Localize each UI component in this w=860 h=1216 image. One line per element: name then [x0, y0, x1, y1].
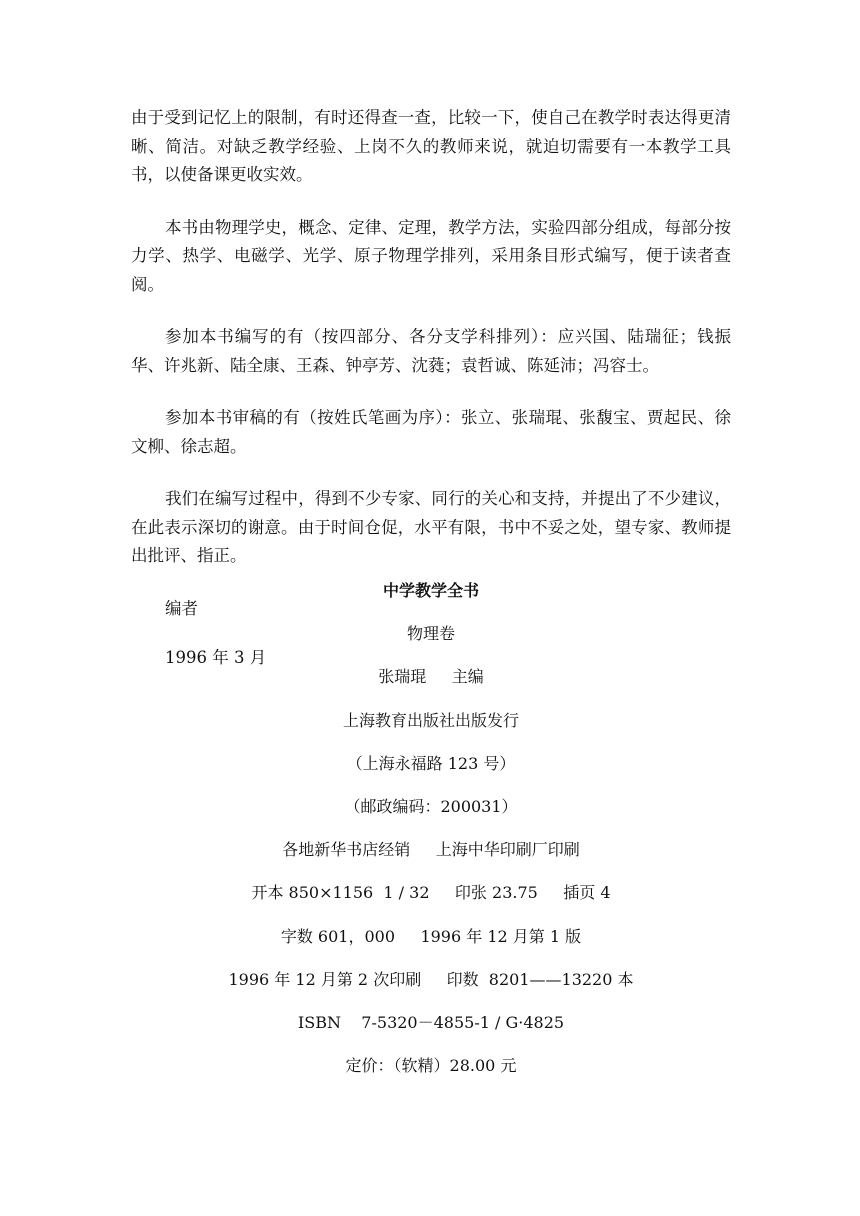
isbn: ISBN 7-5320－4855-1 / G·4825: [297, 1012, 565, 1032]
postal-code: （邮政编码：200031）: [344, 796, 518, 816]
publisher-address: （上海永福路 123 号）: [346, 753, 516, 773]
preface-paragraph-thanks: 我们在编写过程中，得到不少专家、同行的关心和支持，并提出了不少建议，在此表示深切的谢意。由于时间仓促，水平有限，书中不妥之处，望专家、教师提出批评、指正。: [131, 489, 731, 565]
preface-date: 1996 年 3 月: [165, 647, 267, 667]
publisher: 上海教育出版社出版发行: [342, 710, 519, 730]
word-count-edition: 字数 601，000 1996 年 12 月第 1 版: [280, 926, 582, 946]
volume-name: 物理卷: [406, 624, 455, 644]
preface-paragraph-2: 本书由物理学史，概念、定律、定理，教学方法，实验四部分组成，每部分按力学、热学、电磁学、光学、原子物理学排列，采用条目形式编写，便于读者查阅。: [131, 217, 731, 294]
price: 定价：（软精）28.00 元: [345, 1056, 517, 1076]
chief-editor: 张瑞琨 主编: [378, 667, 484, 687]
preface-signature: 编者: [165, 598, 198, 618]
copyright-imprint: [131, 580, 731, 1098]
book-title: 中学教学全书: [382, 581, 479, 600]
book-format: 开本 850×1156 1 / 32 印张 23.75 插页 4: [251, 883, 611, 903]
preface-paragraph-contributors: 参加本书编写的有（按四部分、各分支学科排列）：应兴国、陆瑞征；钱振华、许兆新、陆全康、王森、钟亭芳、沈蕤；袁哲诚、陈延沛；冯容士。: [131, 327, 731, 375]
preface-paragraph-1: 由于受到记忆上的限制，有时还得查一查，比较一下，使自己在教学时表达得更清晰、简洁。对缺乏教学经验、上岗不久的教师来说，就迫切需要有一本教学工具书，以使备课更收实效。: [131, 108, 731, 184]
print-run: 1996 年 12 月第 2 次印刷 印数 8201——13220 本: [228, 969, 634, 989]
preface-paragraph-reviewers: 参加本书审稿的有（按姓氏笔画为序）：张立、张瑞琨、张馥宝、贾起民、徐文柳、徐志超。: [131, 408, 731, 456]
distribution-printing: 各地新华书店经销 上海中华印刷厂印刷: [282, 840, 580, 860]
